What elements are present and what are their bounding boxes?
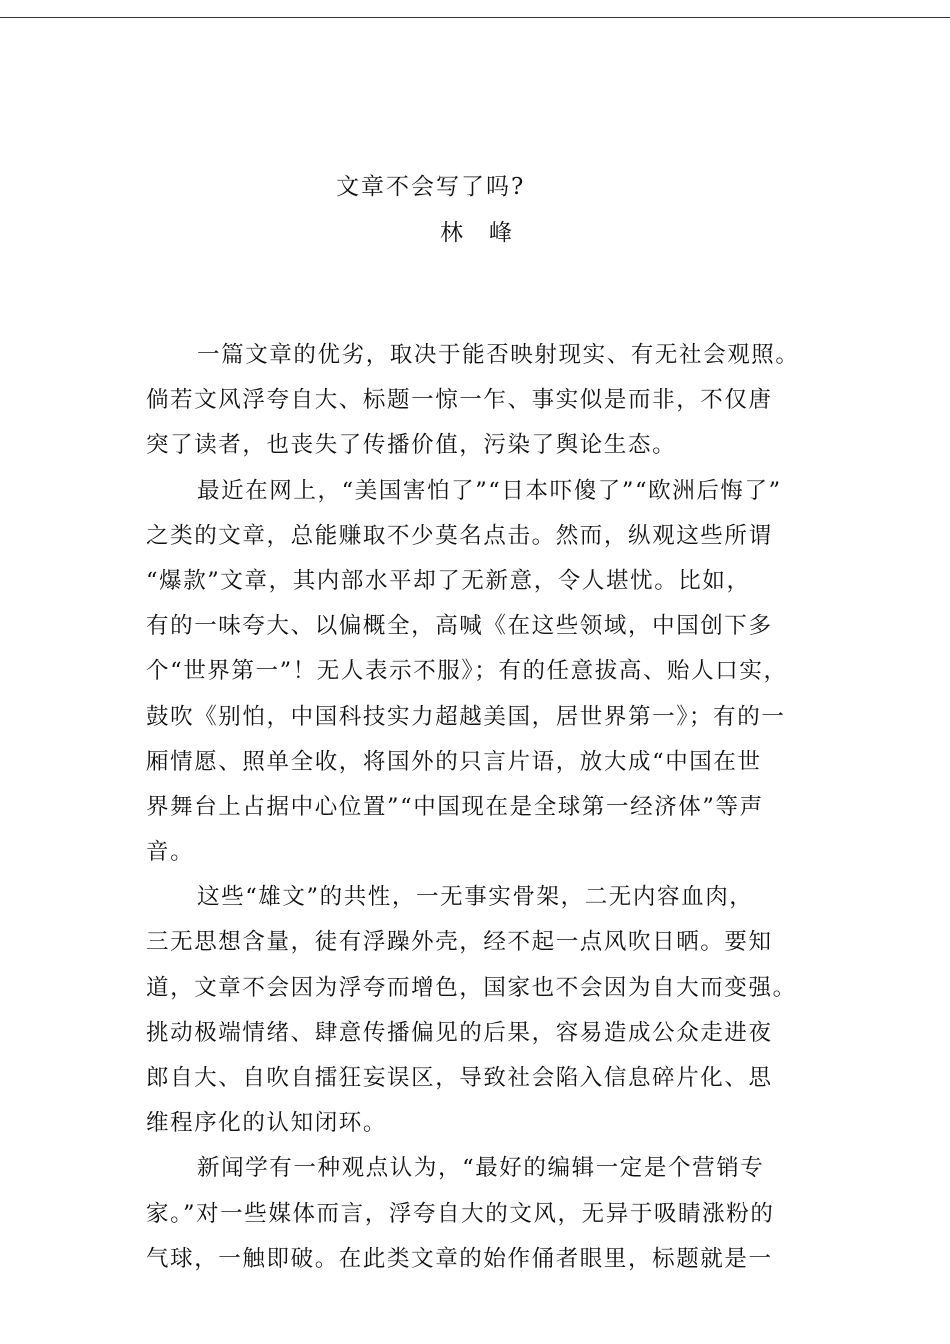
body-line: 界舞台上占据中心位置”“中国现在是全球第一经济体”等声: [146, 793, 764, 820]
body-line: 挑动极端情绪、肆意传播偏见的后果，容易造成公众走进夜: [146, 1019, 773, 1046]
body-line: 最近在网上，“美国害怕了”“日本吓傻了”“欧洲后悔了”: [197, 477, 782, 504]
body-line: 厢情愿、照单全收，将国外的只言片语，放大成“中国在世: [146, 748, 762, 775]
body-line: 三无思想含量，徒有浮躁外壳，经不起一点风吹日晒。要知: [146, 929, 773, 956]
body-line: 郎自大、自吹自擂狂妄误区，导致社会陷入信息碎片化、思: [146, 1065, 773, 1091]
body-line: 音。: [146, 839, 195, 866]
body-line: 这些“雄文”的共性，一无事实骨架，二无内容血肉，: [197, 884, 754, 911]
header-rule: [0, 17, 950, 18]
body-line: 新闻学有一种观点认为，“最好的编辑一定是个营销专: [197, 1155, 765, 1182]
body-line: “爆款”文章，其内部水平却了无新意，令人堪忧。比如，: [146, 567, 751, 594]
body-line: 个“世界第一”！无人表示不服》；有的任意拔高、贻人口实，: [146, 658, 788, 685]
article-title: 文章不会写了吗?: [336, 174, 526, 200]
body-line: 道，文章不会因为浮夸而增色，国家也不会因为自大而变强。: [146, 974, 797, 1001]
body-line: 气球，一触即破。在此类文章的始作俑者眼里，标题就是一: [146, 1245, 773, 1272]
body-line: 倘若文风浮夸自大、标题一惊一乍、事实似是而非，不仅唐: [146, 387, 773, 414]
article-body: [146, 333, 886, 1282]
body-line: 鼓吹《别怕，中国科技实力超越美国，居世界第一》；有的一: [146, 703, 786, 730]
body-line: 有的一味夸大、以偏概全，高喊《在这些领域，中国创下多: [146, 613, 773, 640]
body-line: 家。”对一些媒体而言，浮夸自大的文风，无异于吸睛涨粉的: [146, 1200, 775, 1227]
article-author: 林峰: [440, 220, 538, 246]
body-line: 之类的文章，总能赚取不少莫名点击。然而，纵观这些所谓: [146, 522, 773, 549]
body-line: 维程序化的认知闭环。: [146, 1110, 388, 1137]
body-line: 突了读者，也丧失了传播价值，污染了舆论生态。: [146, 432, 677, 459]
body-line: 一篇文章的优劣，取决于能否映射现实、有无社会观照。: [197, 342, 800, 368]
